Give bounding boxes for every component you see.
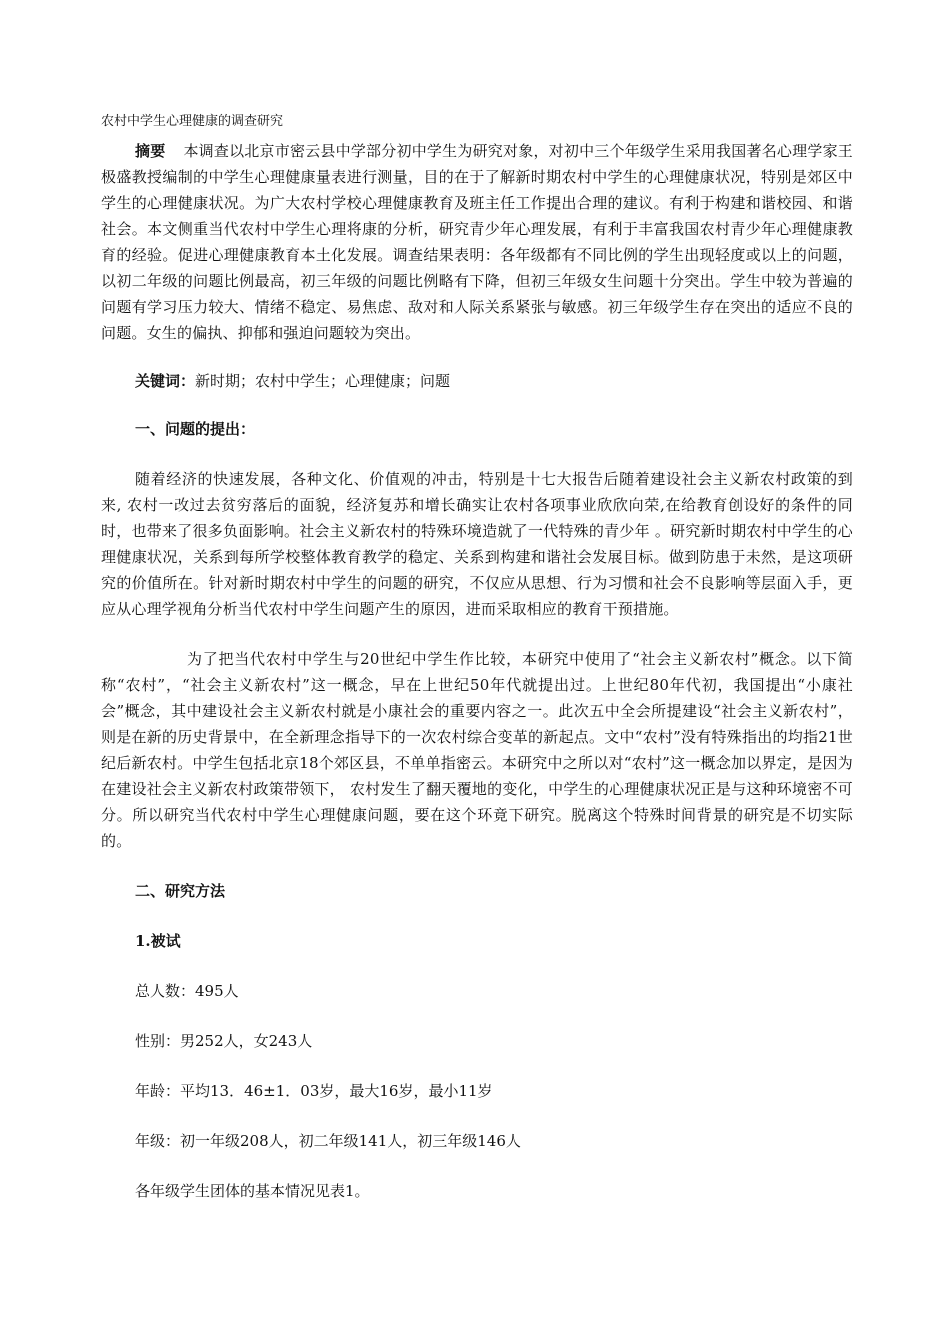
abstract-text: 本调查以北京市密云县中学部分初中学生为研究对象，对初中三个年级学生采用我国著名心理学家王极盛教授编制的中学生心理健康量表进行测量，目的在于了解新时期农村中学生的心理健康状况，特别是郊区中学生的心理健康状况。为广大农村学校心理健康教育及班主任工作提出合理的建议。有利于构建和谐校园、和谐社会。本文侧重当代农村中学生心理将康的分析，研究青少年心理发展，有利于丰富我国农村青少年心理健康教育的经验。促进心理健康教育本土化发展。调查结果表明：各年级都有不同比例的学生出现轻度或以上的问题，以初二年级的问题比例最高，初三年级的问题比例略有下降，但初三年级女生问题十分突出。学生中较为普遍的问题有学习压力较大、情绪不稳定、易焦虑、敌对和人际关系紧张与敏感。初三年级学生存在突出的适应不良的问题。女生的偏执、抑郁和强迫问题较为突出。 [101,142,853,342]
keywords-text: 新时期；农村中学生；心理健康；问题 [195,372,451,390]
document-page [101,112,853,1204]
keywords-line [101,368,853,394]
section-2-heading: 二、研究方法 [135,882,226,900]
subsection-subjects-heading: 1.被试 [135,932,181,950]
section-1-paragraph-2: 为了把当代农村中学生与20世纪中学生作比较，本研究中使用了“社会主义新农村”概念。以下简称“农村”，“社会主义新农村”这一概念，早在上世纪50年代就提出过。上世纪80年代初，我国提出“小康社会”概念，其中建设社会主义新农村就是小康社会的重要内容之一。此次五中全会所提建设“社会主义新农村”，则是在新的历史背景中，在全新理念指导下的一次农村综合变革的新起点。文中“农村”没有特殊指出的均指21世纪后新农村。中学生包括北京18个郊区县，不单单指密云。本研究中之所以对“农村”这一概念加以界定，是因为在建设社会主义新农村政策带领下， 农村发生了翻天覆地的变化，中学生的心理健康状况正是与这种环境密不可分。所以研究当代农村中学生心理健康问题，要在这个环竟下研究。脱离这个特殊时间背景的研究是不切实际的。 [101,650,853,850]
section-1-heading: 一、问题的提出： [135,420,256,438]
table-reference-line: 各年级学生团体的基本情况见表1。 [135,1182,370,1200]
age-line: 年龄：平均13．46±1．03岁，最大16岁，最小11岁 [135,1082,493,1100]
abstract-label: 摘要 [135,142,166,160]
keywords-label: 关键词： [135,372,196,390]
abstract-paragraph [101,138,853,346]
grade-line: 年级：初一年级208人，初二年级141人，初三年级146人 [135,1132,521,1150]
section-1-paragraph-1: 随着经济的快速发展，各种文化、价值观的冲击，特别是十七大报告后随着建设社会主义新农村政策的到来, 农村一改过去贫穷落后的面貌，经济复苏和增长确实让农村各项事业欣欣向荣,在给教育创设好的条件的同时，也带来了很多负面影响。社会主义新农村的特殊环境造就了一代特殊的青少年 。研究新时期农村中学生的心理健康状况，关系到每所学校整体教育教学的稳定、关系到构建和谐社会发展目标。做到防患于未然，是这项研究的价值所在。针对新时期农村中学生的问题的研究，不仅应从思想、行为习惯和社会不良影响等层面入手，更应从心理学视角分析当代农村中学生问题产生的原因，进而采取相应的教育干预措施。 [101,470,853,618]
total-count-line: 总人数：495人 [135,982,239,1000]
document-title: 农村中学生心理健康的调查研究 [101,114,284,129]
gender-line: 性别：男252人，女243人 [135,1032,313,1050]
